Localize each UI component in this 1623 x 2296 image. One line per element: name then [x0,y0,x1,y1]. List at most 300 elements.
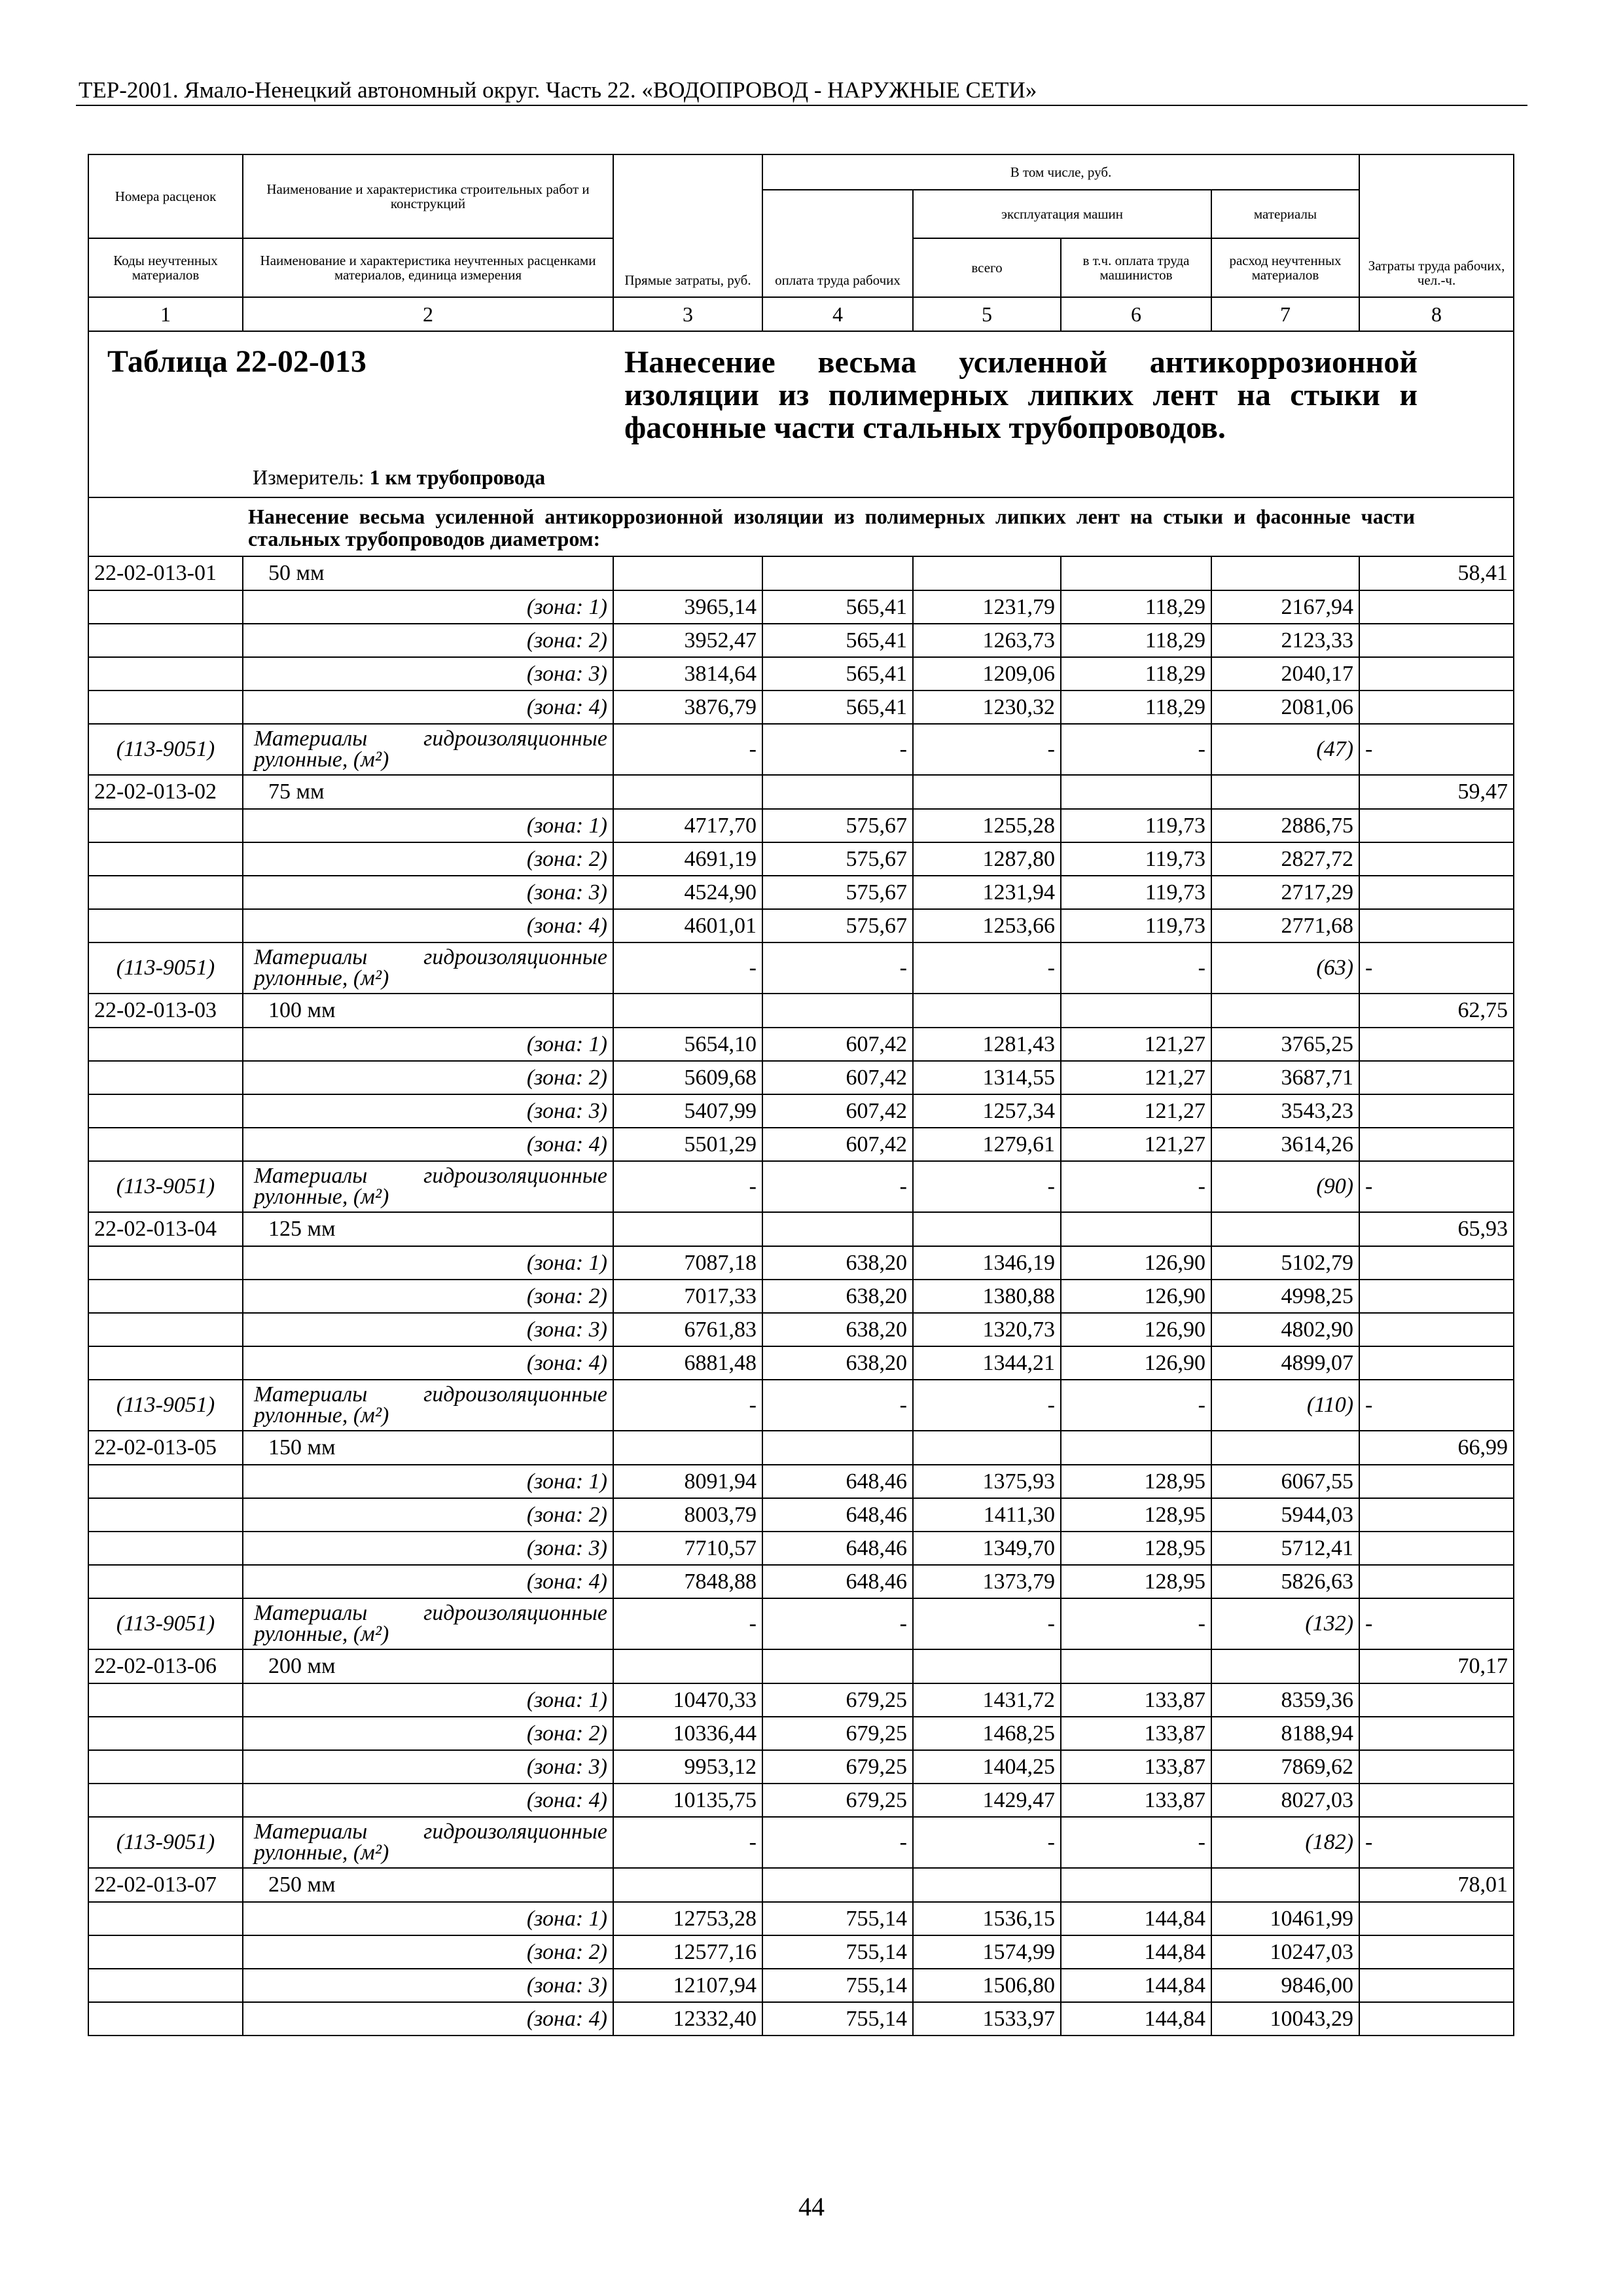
empty-cell [1359,1969,1514,2002]
zone-row [88,876,1514,909]
zone-direct-costs: 12107,94 [613,1969,762,2002]
empty-cell [1359,657,1514,691]
material-name: Материалы гидроизоляционные рулонные, (м²) [243,1380,613,1431]
zone-row [88,909,1514,942]
zone-operators-wages: 119,73 [1061,842,1211,876]
empty-cell [1359,1246,1514,1280]
zone-direct-costs: 12577,16 [613,1935,762,1969]
zone-materials: 8027,03 [1211,1784,1359,1817]
zone-row [88,2002,1514,2036]
zone-label: (зона: 4) [243,2002,613,2036]
material-labor: - [1359,1598,1514,1649]
empty-cell [88,1902,243,1935]
zone-label: (зона: 2) [243,1498,613,1532]
zone-machines-total: 1253,66 [913,909,1061,942]
empty-cell [1061,1212,1211,1246]
empty-cell [1061,1868,1211,1902]
zone-label: (зона: 3) [243,1969,613,2002]
zone-wages: 607,42 [762,1061,913,1094]
material-code: (113-9051) [88,1161,243,1212]
empty-cell [913,1868,1061,1902]
zone-operators-wages: 128,95 [1061,1532,1211,1565]
empty-cell [913,994,1061,1028]
empty-cell [613,1649,762,1683]
material-code: (113-9051) [88,942,243,994]
zone-machines-total: 1375,93 [913,1465,1061,1498]
zone-row [88,1128,1514,1161]
rate-row [88,994,1514,1028]
material-consumption: (132) [1211,1598,1359,1649]
section-intro [243,497,1514,556]
empty-cell [1359,691,1514,724]
empty-cell [1359,1280,1514,1313]
material-name: Материалы гидроизоляционные рулонные, (м²) [243,942,613,994]
rates-body [88,556,1514,2036]
zone-direct-costs: 4524,90 [613,876,762,909]
zone-row [88,1280,1514,1313]
zone-operators-wages: 126,90 [1061,1246,1211,1280]
material-operators: - [1061,1161,1211,1212]
head-labor-costs: Затраты труда рабочих, чел.-ч. [1359,154,1514,297]
col-number: 4 [762,297,913,331]
empty-cell [613,1212,762,1246]
zone-row [88,1028,1514,1061]
empty-cell [1359,809,1514,842]
zone-wages: 638,20 [762,1246,913,1280]
zone-label: (зона: 2) [243,1935,613,1969]
empty-cell [88,1028,243,1061]
empty-cell [88,809,243,842]
empty-cell [762,1431,913,1465]
zone-wages: 755,14 [762,1969,913,2002]
rate-code: 22-02-013-05 [88,1431,243,1465]
rate-diameter: 50 мм [243,556,613,590]
material-code: (113-9051) [88,1380,243,1431]
material-wages: - [762,942,913,994]
zone-row [88,1683,1514,1717]
zone-machines-total: 1320,73 [913,1313,1061,1346]
zone-materials: 2040,17 [1211,657,1359,691]
zone-wages: 679,25 [762,1717,913,1750]
empty-cell [1359,876,1514,909]
zone-row [88,1465,1514,1498]
empty-cell [1359,1935,1514,1969]
zone-operators-wages: 126,90 [1061,1313,1211,1346]
zone-materials: 3543,23 [1211,1094,1359,1128]
zone-materials: 5712,41 [1211,1532,1359,1565]
empty-cell [613,994,762,1028]
zone-label: (зона: 1) [243,590,613,624]
head-wages: оплата труда рабочих [762,190,913,297]
zone-machines-total: 1380,88 [913,1280,1061,1313]
zone-machines-total: 1506,80 [913,1969,1061,2002]
zone-label: (зона: 1) [243,1683,613,1717]
col-number: 5 [913,297,1061,331]
rate-row [88,556,1514,590]
empty-cell [1359,1565,1514,1598]
rate-diameter: 150 мм [243,1431,613,1465]
empty-cell [1359,1498,1514,1532]
zone-machines-total: 1344,21 [913,1346,1061,1380]
material-direct-costs: - [613,1598,762,1649]
head-operators-wages: в т.ч. оплата труда машинистов [1061,238,1211,297]
zone-operators-wages: 133,87 [1061,1683,1211,1717]
empty-cell [1061,556,1211,590]
zone-operators-wages: 144,84 [1061,2002,1211,2036]
rate-labor-hours: 59,47 [1359,775,1514,809]
zone-operators-wages: 133,87 [1061,1784,1211,1817]
unit-value: 1 км трубопровода [369,465,546,489]
zone-row [88,1717,1514,1750]
zone-operators-wages: 126,90 [1061,1280,1211,1313]
zone-machines-total: 1287,80 [913,842,1061,876]
empty-cell [88,624,243,657]
zone-direct-costs: 5407,99 [613,1094,762,1128]
material-wages: - [762,1380,913,1431]
material-consumption: (110) [1211,1380,1359,1431]
material-code: (113-9051) [88,1598,243,1649]
empty-cell [762,1868,913,1902]
zone-wages: 575,67 [762,809,913,842]
zone-label: (зона: 4) [243,1565,613,1598]
zone-wages: 575,67 [762,909,913,942]
zone-direct-costs: 3952,47 [613,624,762,657]
zone-label: (зона: 3) [243,1532,613,1565]
zone-row [88,1246,1514,1280]
empty-cell [88,657,243,691]
empty-cell [88,1532,243,1565]
zone-row [88,1902,1514,1935]
rate-diameter: 250 мм [243,1868,613,1902]
material-row [88,942,1514,994]
empty-cell [88,2002,243,2036]
zone-direct-costs: 10336,44 [613,1717,762,1750]
col-number: 2 [243,297,613,331]
zone-operators-wages: 144,84 [1061,1935,1211,1969]
material-code: (113-9051) [88,1817,243,1868]
zone-wages: 755,14 [762,1902,913,1935]
material-row [88,1817,1514,1868]
material-row [88,724,1514,775]
material-direct-costs: - [613,1817,762,1868]
zone-row [88,1565,1514,1598]
empty-cell [1359,842,1514,876]
empty-cell [613,1431,762,1465]
material-operators: - [1061,1598,1211,1649]
zone-label: (зона: 2) [243,624,613,657]
empty-cell [1359,1128,1514,1161]
empty-cell [88,1683,243,1717]
empty-cell [88,1465,243,1498]
zone-direct-costs: 4717,70 [613,809,762,842]
rate-code: 22-02-013-07 [88,1868,243,1902]
zone-machines-total: 1255,28 [913,809,1061,842]
zone-row [88,1750,1514,1784]
zone-operators-wages: 119,73 [1061,876,1211,909]
empty-cell [88,1717,243,1750]
rate-row [88,1431,1514,1465]
empty-cell [762,994,913,1028]
zone-machines-total: 1209,06 [913,657,1061,691]
zone-materials: 3687,71 [1211,1061,1359,1094]
zone-materials: 3614,26 [1211,1128,1359,1161]
page-header-title: ТЕР-2001. Ямало-Ненецкий автономный округ. Часть 22. «ВОДОПРОВОД - НАРУЖНЫЕ СЕТИ» [79,77,1037,103]
zone-label: (зона: 1) [243,1246,613,1280]
empty-cell [1359,1683,1514,1717]
zone-wages: 679,25 [762,1784,913,1817]
head-including-group: В том числе, руб. [762,154,1359,190]
zone-materials: 4998,25 [1211,1280,1359,1313]
page-number: 44 [798,2192,825,2221]
zone-operators-wages: 133,87 [1061,1717,1211,1750]
zone-direct-costs: 5654,10 [613,1028,762,1061]
zone-machines-total: 1468,25 [913,1717,1061,1750]
table-number: Таблица 22-02-013 [107,344,366,379]
rate-diameter: 75 мм [243,775,613,809]
rate-diameter: 100 мм [243,994,613,1028]
material-labor: - [1359,942,1514,994]
empty-cell [762,775,913,809]
zone-direct-costs: 8091,94 [613,1465,762,1498]
zone-label: (зона: 4) [243,909,613,942]
rate-labor-hours: 65,93 [1359,1212,1514,1246]
empty-cell [1061,994,1211,1028]
zone-wages: 607,42 [762,1094,913,1128]
empty-cell [1061,1649,1211,1683]
empty-cell [1359,1750,1514,1784]
material-machines: - [913,1161,1061,1212]
zone-machines-total: 1231,79 [913,590,1061,624]
col-number: 8 [1359,297,1514,331]
zone-direct-costs: 8003,79 [613,1498,762,1532]
zone-direct-costs: 7017,33 [613,1280,762,1313]
empty-cell [1359,1717,1514,1750]
section-intro-text: Нанесение весьма усиленной антикоррозионной изоляции из полимерных липких лент на стыки и фасонные части стальных трубопроводов диаметром: [248,505,1416,550]
zone-operators-wages: 118,29 [1061,624,1211,657]
empty-cell [88,1061,243,1094]
empty-cell [1211,1212,1359,1246]
empty-cell [913,1212,1061,1246]
zone-operators-wages: 121,27 [1061,1094,1211,1128]
material-machines: - [913,724,1061,775]
col-number: 6 [1061,297,1211,331]
zone-operators-wages: 128,95 [1061,1465,1211,1498]
price-table [88,154,1513,2036]
zone-operators-wages: 119,73 [1061,909,1211,942]
empty-cell [1359,1532,1514,1565]
zone-machines-total: 1279,61 [913,1128,1061,1161]
head-machines-group: эксплуатация машин [913,190,1211,238]
rate-row [88,775,1514,809]
zone-materials: 5944,03 [1211,1498,1359,1532]
zone-materials: 2886,75 [1211,809,1359,842]
zone-direct-costs: 12332,40 [613,2002,762,2036]
empty-cell [1359,1465,1514,1498]
zone-machines-total: 1536,15 [913,1902,1061,1935]
zone-label: (зона: 1) [243,809,613,842]
material-code: (113-9051) [88,724,243,775]
zone-direct-costs: 3876,79 [613,691,762,724]
zone-direct-costs: 12753,28 [613,1902,762,1935]
zone-label: (зона: 2) [243,1280,613,1313]
unit-of-measure [253,465,545,490]
empty-cell [762,1212,913,1246]
zone-materials: 8188,94 [1211,1717,1359,1750]
zone-operators-wages: 121,27 [1061,1061,1211,1094]
material-name: Материалы гидроизоляционные рулонные, (м²) [243,724,613,775]
zone-row [88,1094,1514,1128]
zone-wages: 638,20 [762,1313,913,1346]
zone-materials: 5102,79 [1211,1246,1359,1280]
zone-direct-costs: 10470,33 [613,1683,762,1717]
empty-cell [88,691,243,724]
material-wages: - [762,1598,913,1649]
material-labor: - [1359,1380,1514,1431]
zone-row [88,1935,1514,1969]
zone-row [88,1969,1514,2002]
zone-wages: 565,41 [762,691,913,724]
empty-cell [88,1346,243,1380]
zone-materials: 7869,62 [1211,1750,1359,1784]
material-wages: - [762,1161,913,1212]
zone-row [88,590,1514,624]
zone-row [88,809,1514,842]
material-name: Материалы гидроизоляционные рулонные, (м²) [243,1817,613,1868]
zone-direct-costs: 7848,88 [613,1565,762,1598]
empty-cell [1359,1061,1514,1094]
material-consumption: (47) [1211,724,1359,775]
empty-cell [1359,1346,1514,1380]
zone-materials: 10247,03 [1211,1935,1359,1969]
zone-direct-costs: 6881,48 [613,1346,762,1380]
rate-row [88,1212,1514,1246]
zone-label: (зона: 4) [243,1128,613,1161]
zone-machines-total: 1314,55 [913,1061,1061,1094]
material-wages: - [762,1817,913,1868]
zone-wages: 607,42 [762,1028,913,1061]
zone-materials: 4802,90 [1211,1313,1359,1346]
material-row [88,1380,1514,1431]
empty-cell [1211,994,1359,1028]
material-wages: - [762,724,913,775]
empty-cell [913,1649,1061,1683]
zone-operators-wages: 121,27 [1061,1128,1211,1161]
empty-cell [88,1784,243,1817]
zone-machines-total: 1346,19 [913,1246,1061,1280]
material-direct-costs: - [613,942,762,994]
table-head [88,154,1514,556]
material-direct-costs: - [613,1161,762,1212]
empty-cell [762,556,913,590]
head-work-name: Наименование и характеристика строительных работ и конструкций [243,154,613,238]
table-name: Нанесение весьма усиленной антикоррозионной изоляции из полимерных липких лент на стыки и фасонные части стальных трубопроводов. [624,345,1418,445]
zone-direct-costs: 4691,19 [613,842,762,876]
zone-materials: 4899,07 [1211,1346,1359,1380]
zone-wages: 575,67 [762,876,913,909]
col-number: 7 [1211,297,1359,331]
material-labor: - [1359,1817,1514,1868]
empty-cell [613,1868,762,1902]
zone-operators-wages: 118,29 [1061,657,1211,691]
zone-label: (зона: 3) [243,657,613,691]
zone-wages: 755,14 [762,2002,913,2036]
empty-cell [1359,1028,1514,1061]
zone-direct-costs: 9953,12 [613,1750,762,1784]
col-number: 1 [88,297,243,331]
material-consumption: (182) [1211,1817,1359,1868]
empty-cell [88,1750,243,1784]
empty-cell [762,1649,913,1683]
zone-label: (зона: 2) [243,1061,613,1094]
zone-operators-wages: 144,84 [1061,1902,1211,1935]
empty-cell [1211,1868,1359,1902]
empty-cell [613,556,762,590]
empty-cell [1061,1431,1211,1465]
material-consumption: (63) [1211,942,1359,994]
empty-cell [613,775,762,809]
empty-cell [1359,2002,1514,2036]
empty-cell [88,1128,243,1161]
zone-row [88,842,1514,876]
zone-wages: 638,20 [762,1280,913,1313]
zone-materials: 2827,72 [1211,842,1359,876]
zone-wages: 607,42 [762,1128,913,1161]
zone-operators-wages: 118,29 [1061,590,1211,624]
zone-materials: 6067,55 [1211,1465,1359,1498]
zone-label: (зона: 2) [243,842,613,876]
empty-cell [1359,1902,1514,1935]
head-rate-numbers: Номера расценок [88,154,243,238]
empty-cell [1359,1094,1514,1128]
zone-label: (зона: 4) [243,1346,613,1380]
zone-wages: 679,25 [762,1750,913,1784]
empty-cell [1359,624,1514,657]
col-number: 3 [613,297,762,331]
zone-materials: 8359,36 [1211,1683,1359,1717]
zone-materials: 9846,00 [1211,1969,1359,2002]
rate-labor-hours: 78,01 [1359,1868,1514,1902]
zone-operators-wages: 126,90 [1061,1346,1211,1380]
head-material-consumption: расход неучтенных материалов [1211,238,1359,297]
zone-machines-total: 1404,25 [913,1750,1061,1784]
zone-row [88,1346,1514,1380]
zone-wages: 648,46 [762,1565,913,1598]
empty-cell [1359,590,1514,624]
zone-label: (зона: 2) [243,1717,613,1750]
material-direct-costs: - [613,724,762,775]
material-operators: - [1061,1817,1211,1868]
zone-label: (зона: 3) [243,876,613,909]
zone-row [88,1061,1514,1094]
header-divider [76,105,1527,106]
zone-wages: 565,41 [762,657,913,691]
material-labor: - [1359,724,1514,775]
zone-operators-wages: 118,29 [1061,691,1211,724]
empty-cell [88,1565,243,1598]
zone-machines-total: 1533,97 [913,2002,1061,2036]
zone-label: (зона: 4) [243,691,613,724]
zone-machines-total: 1263,73 [913,624,1061,657]
zone-label: (зона: 3) [243,1313,613,1346]
price-table-grid [88,154,1514,2036]
zone-materials: 2717,29 [1211,876,1359,909]
empty-cell [88,1246,243,1280]
empty-cell [913,556,1061,590]
empty-cell [88,590,243,624]
zone-direct-costs: 6761,83 [613,1313,762,1346]
material-row [88,1161,1514,1212]
rate-code: 22-02-013-03 [88,994,243,1028]
